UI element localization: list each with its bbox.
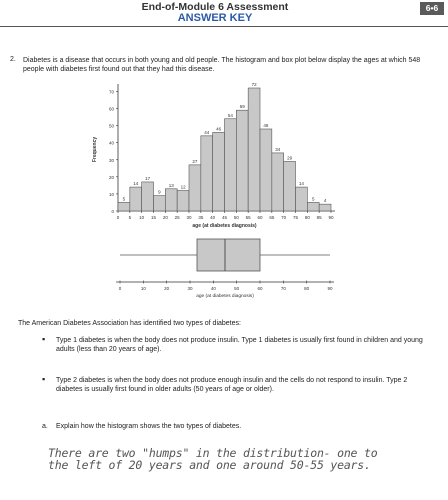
- x-tick-label: 90: [328, 215, 334, 220]
- x-tick-label: 65: [269, 215, 275, 220]
- bar-data-label: 14: [298, 181, 304, 187]
- box-x-tick-label: 40: [210, 286, 216, 291]
- question-text: Diabetes is a disease that occurs in both young and old people. The histogram and box plot below display the ages at which 548 people with diabetes first found out that they had this disease.: [23, 57, 421, 73]
- bar-data-label: 54: [227, 112, 233, 118]
- bar-data-label: 48: [263, 123, 269, 128]
- y-tick-label: 10: [108, 191, 114, 197]
- x-tick-label: 80: [304, 215, 310, 220]
- bar-data-label: 29: [287, 155, 293, 161]
- box-x-tick-label: 60: [257, 286, 263, 291]
- y-tick-label: 40: [108, 140, 114, 146]
- y-axis-label: Frequency: [92, 136, 98, 163]
- x-axis-label: age (at diabetes diagnosis): [192, 223, 257, 229]
- x-tick-label: 70: [281, 215, 287, 220]
- y-tick-label: 60: [108, 106, 114, 112]
- x-tick-label: 25: [174, 215, 180, 220]
- bar-data-label: 9: [158, 189, 161, 195]
- part-a-text: Explain how the histogram shows the two types of diabetes.: [56, 423, 242, 430]
- bar-data-label: 27: [192, 158, 198, 164]
- bullet-type1: Type 1 diabetes is when the body does not produce insulin. Type 1 diabetes is usually first found in children and young adults (less than 20 years of age).: [56, 337, 423, 353]
- box-x-tick-label: 90: [327, 286, 333, 291]
- types-intro: The American Diabetes Association has identified two types of diabetes:: [18, 320, 241, 327]
- bar-data-label: 44: [204, 129, 210, 135]
- x-tick-label: 15: [150, 215, 157, 220]
- bar-data-label: 46: [216, 126, 222, 132]
- box-x-tick-label: 30: [187, 286, 193, 291]
- y-tick-label: 20: [108, 174, 114, 180]
- handwritten-answer: There are two "humps" in the distribution- one to the left of 20 years and one around 50-55 years.: [48, 446, 378, 472]
- y-tick-label: 50: [108, 123, 114, 129]
- grade-badge: 6•6: [420, 2, 444, 15]
- x-tick-label: 50: [233, 215, 239, 220]
- box-x-axis-label: age (at diabetes diagnosis): [196, 294, 254, 299]
- part-a-label: a.: [42, 423, 48, 430]
- box-x-tick-label: 0: [118, 286, 122, 291]
- x-tick-label: 20: [162, 215, 168, 220]
- x-tick-label: 85: [316, 215, 322, 220]
- bar-data-label: 12: [180, 184, 186, 190]
- bullet-marker: ▪: [42, 334, 46, 344]
- x-tick-label: 0: [116, 215, 120, 220]
- question-number: 2.: [10, 56, 16, 63]
- bullet-type2: Type 2 diabetes is when the body does not produce enough insulin and the cells do not respond to insulin. Type 2 diabetes is usually first found in older adults (50 years of age or older).: [56, 377, 408, 393]
- x-tick-label: 35: [198, 215, 204, 220]
- bar-data-label: 5: [122, 196, 126, 202]
- bullet-marker: ▪: [42, 374, 46, 384]
- y-tick-label: 30: [108, 157, 114, 163]
- y-tick-label: 0: [111, 209, 114, 214]
- bar-data-label: 14: [133, 181, 139, 187]
- bar-data-label: 4: [323, 198, 327, 204]
- answer-key-label: ANSWER KEY: [177, 12, 253, 24]
- bar-data-label: 5: [311, 196, 315, 202]
- x-tick-label: 60: [257, 215, 263, 220]
- bar-data-label: 17: [145, 175, 151, 181]
- bar-data-label: 59: [239, 104, 245, 110]
- bar-data-label: 72: [251, 82, 257, 87]
- x-tick-label: 75: [292, 215, 299, 220]
- bar-data-label: 34: [275, 146, 281, 152]
- module-title: End-of-Module 6 Assessment: [141, 1, 289, 13]
- box-x-tick-label: 50: [234, 286, 240, 291]
- box-x-tick-label: 80: [304, 286, 310, 291]
- bar-data-label: 13: [168, 182, 174, 188]
- x-tick-label: 40: [210, 215, 216, 220]
- interquartile-box: [197, 239, 260, 271]
- x-tick-label: 45: [221, 215, 228, 220]
- box-x-tick-label: 10: [140, 286, 146, 291]
- y-tick-label: 70: [108, 89, 114, 95]
- x-tick-label: 30: [186, 215, 192, 220]
- x-tick-label: 5: [128, 215, 132, 220]
- box-x-tick-label: 70: [280, 286, 286, 291]
- x-tick-label: 10: [139, 215, 145, 220]
- x-tick-label: 55: [245, 215, 251, 220]
- box-x-tick-label: 20: [164, 286, 170, 291]
